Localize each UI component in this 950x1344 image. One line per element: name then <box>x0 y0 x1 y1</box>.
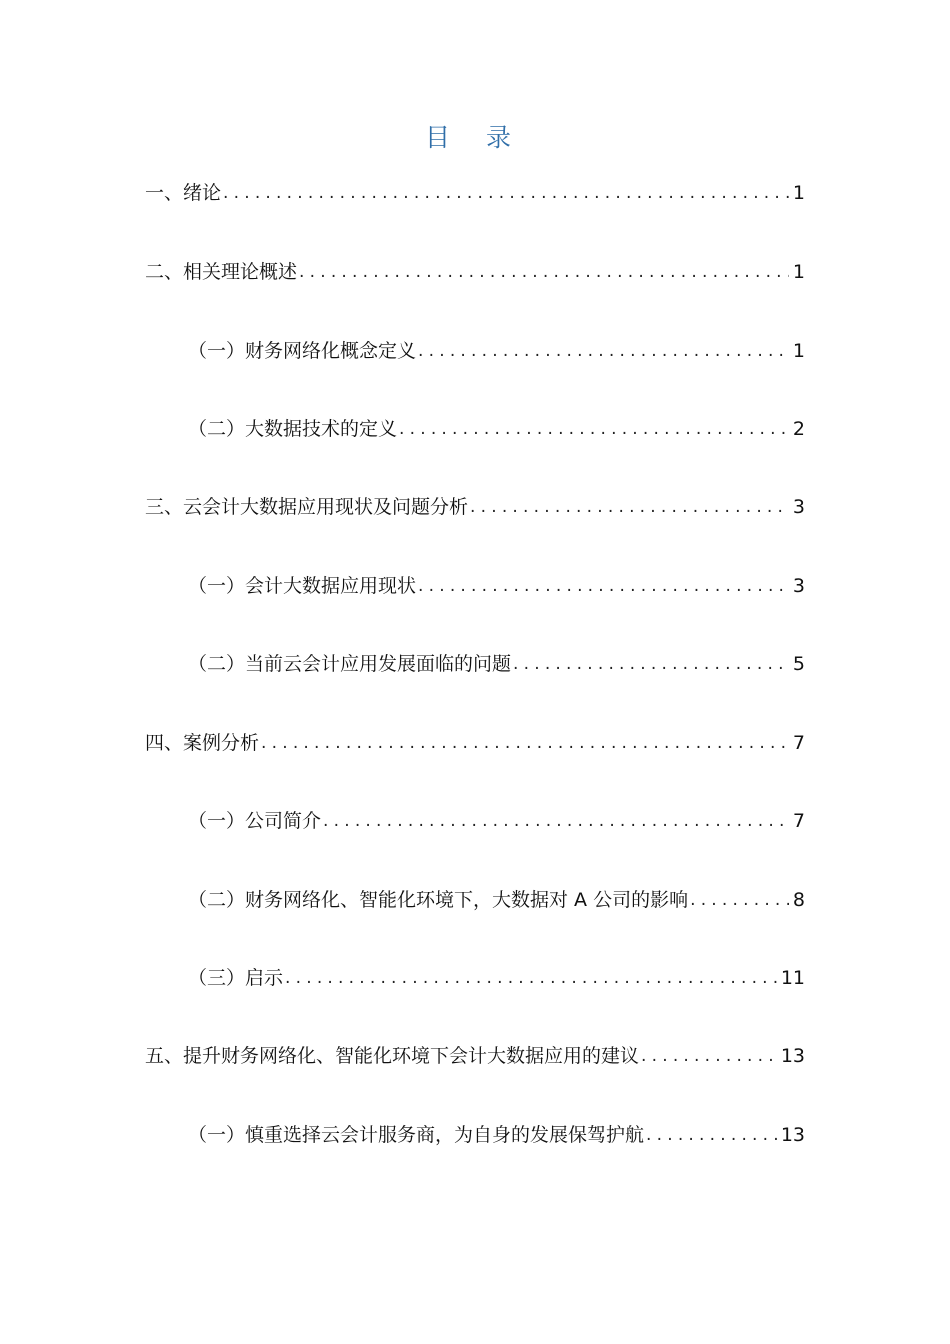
toc-entry[interactable] <box>145 728 805 758</box>
toc-page-number: 3 <box>792 575 805 597</box>
toc-dot-leader <box>418 336 789 366</box>
toc-page-number: 2 <box>792 418 805 440</box>
toc-entry[interactable] <box>188 885 805 915</box>
toc-entry-text: （一）公司简介 <box>188 810 322 832</box>
toc-dot-leader <box>285 963 777 993</box>
toc-entry[interactable] <box>188 414 805 444</box>
toc-dot-leader <box>690 885 789 915</box>
toc-page-number: 1 <box>792 340 805 362</box>
toc-page-number: 13 <box>780 1045 805 1067</box>
toc-entry-text: 一、绪论 <box>145 182 222 204</box>
toc-entry-text: 三、云会计大数据应用现状及问题分析 <box>145 496 469 518</box>
toc-dot-leader <box>399 414 789 444</box>
toc-dot-leader <box>261 728 789 758</box>
toc-page-number: 7 <box>792 810 805 832</box>
toc-entry[interactable] <box>145 257 805 287</box>
toc-page-number: 1 <box>792 261 805 283</box>
toc-dot-leader <box>299 257 789 287</box>
toc-entry[interactable] <box>188 571 805 601</box>
toc-entry[interactable] <box>145 1041 805 1071</box>
toc-entry-text: 二、相关理论概述 <box>145 261 298 283</box>
toc-entry[interactable] <box>188 963 805 993</box>
toc-entry-text: （二）当前云会计应用发展面临的问题 <box>188 653 512 675</box>
toc-entry[interactable] <box>145 178 805 208</box>
toc-dot-leader <box>641 1041 777 1071</box>
toc-dot-leader <box>223 178 789 208</box>
toc-dot-leader <box>646 1120 777 1150</box>
toc-entry[interactable] <box>145 492 805 522</box>
toc-page-number: 3 <box>792 496 805 518</box>
toc-entry[interactable] <box>188 806 805 836</box>
toc-entry-text: （一）财务网络化概念定义 <box>188 340 417 362</box>
toc-page-number: 11 <box>780 967 805 989</box>
toc-entry-text: （三）启示 <box>188 967 284 989</box>
toc-entry[interactable] <box>188 649 805 679</box>
toc-page-number: 1 <box>792 182 805 204</box>
toc-entry-text: 四、案例分析 <box>145 732 260 754</box>
toc-title: 目 录 <box>425 123 525 152</box>
toc-entry-text: 五、提升财务网络化、智能化环境下会计大数据应用的建议 <box>145 1045 640 1067</box>
toc-entry-text: （一）慎重选择云会计服务商，为自身的发展保驾护航 <box>188 1124 645 1146</box>
toc-dot-leader <box>470 492 789 522</box>
toc-dot-leader <box>418 571 789 601</box>
toc-dot-leader <box>513 649 789 679</box>
toc-page-number: 8 <box>792 889 805 911</box>
toc-page-number: 5 <box>792 653 805 675</box>
toc-page-number: 13 <box>780 1124 805 1146</box>
toc-entry-text: （一）会计大数据应用现状 <box>188 575 417 597</box>
toc-entry-text: （二）大数据技术的定义 <box>188 418 398 440</box>
toc-page-number: 7 <box>792 732 805 754</box>
toc-entry-text: （二）财务网络化、智能化环境下，大数据对 A 公司的影响 <box>188 889 689 911</box>
toc-dot-leader <box>323 806 789 836</box>
toc-entry[interactable] <box>188 336 805 366</box>
toc-entry[interactable] <box>188 1120 805 1150</box>
